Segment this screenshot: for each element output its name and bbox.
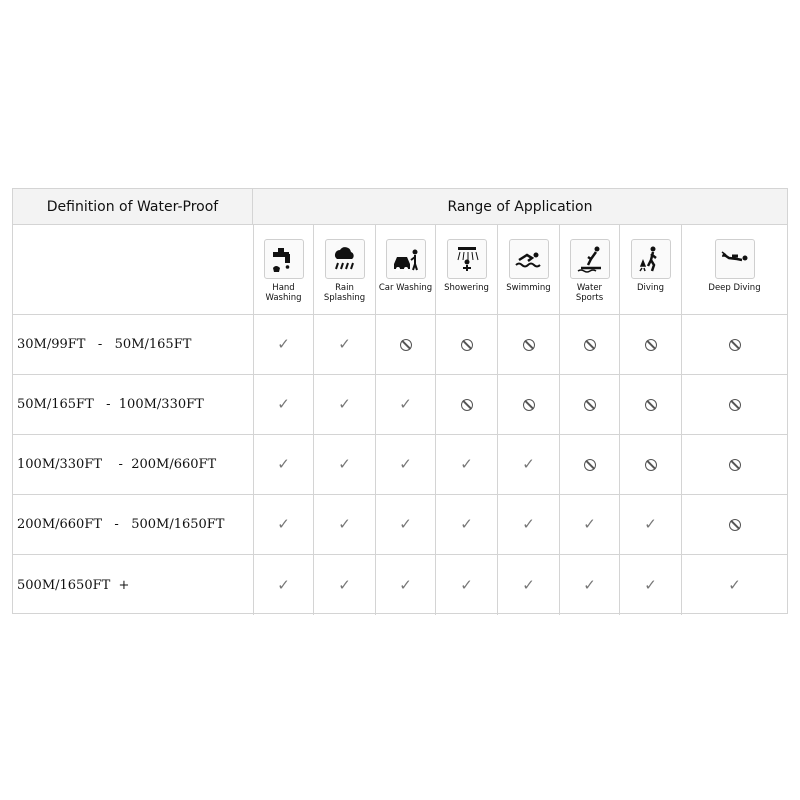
table-cell: [313, 495, 375, 554]
table-cell: [497, 495, 559, 554]
table-cell: [435, 375, 497, 434]
check-icon: ✓: [583, 515, 596, 533]
car-wash-icon: [386, 239, 426, 279]
table-cell: [375, 435, 435, 494]
table-row: [13, 435, 787, 495]
definition-header: Definition of Water-Proof: [13, 189, 253, 225]
activity-label: Swimming: [506, 283, 551, 293]
depth-range-label: 500M/1650FT +: [17, 577, 130, 593]
check-icon: ✓: [399, 455, 412, 473]
table-cell: [559, 375, 619, 434]
check-icon: ✓: [728, 575, 741, 594]
table-cell: [253, 375, 313, 434]
check-icon: ✓: [338, 395, 351, 413]
activity-header-cell: [253, 225, 313, 314]
activity-header-cell: [313, 225, 375, 314]
table-cell: [619, 375, 681, 434]
depth-range-label: 50M/165FT - 100M/330FT: [17, 397, 204, 412]
table-cell: [559, 555, 619, 615]
prohibited-icon: [461, 399, 473, 411]
check-icon: ✓: [277, 335, 290, 353]
check-icon: ✓: [399, 575, 412, 594]
table-cell: [497, 315, 559, 374]
table-cell: [681, 555, 787, 615]
prohibited-icon: [729, 519, 741, 531]
activity-header-cell: [497, 225, 559, 314]
rain-cloud-icon: [325, 239, 365, 279]
prohibited-icon: [584, 399, 596, 411]
table-cell: [375, 555, 435, 615]
table-cell: [559, 315, 619, 374]
table-cell: [681, 495, 787, 554]
check-icon: ✓: [522, 575, 535, 594]
prohibited-icon: [729, 399, 741, 411]
deep-diver-icon: [715, 239, 755, 279]
swimmer-icon: [509, 239, 549, 279]
activity-header-cell: [435, 225, 497, 314]
check-icon: ✓: [338, 335, 351, 353]
water-sports-icon: [570, 239, 610, 279]
prohibited-icon: [400, 339, 412, 351]
activity-label: Deep Diving: [708, 283, 761, 293]
activity-header-cell: [559, 225, 619, 314]
table-cell: [559, 495, 619, 554]
table-cell: [497, 375, 559, 434]
table-header-row: [13, 189, 787, 225]
check-icon: ✓: [644, 515, 657, 533]
activity-label: Diving: [636, 283, 665, 293]
check-icon: ✓: [277, 515, 290, 533]
faucet-hand-icon: [264, 239, 304, 279]
check-icon: ✓: [338, 515, 351, 533]
depth-range-label: 100M/330FT - 200M/660FT: [17, 457, 217, 472]
check-icon: ✓: [460, 575, 473, 594]
table-cell: [313, 315, 375, 374]
activity-label: Showering: [444, 283, 489, 293]
table-cell: [375, 315, 435, 374]
prohibited-icon: [645, 339, 657, 351]
table-cell: [619, 435, 681, 494]
prohibited-icon: [729, 339, 741, 351]
table-cell: [313, 555, 375, 615]
activity-header-cell: [619, 225, 681, 314]
table-cell: [681, 375, 787, 434]
table-cell: [253, 435, 313, 494]
icon-row-blank-cell: [13, 225, 253, 314]
table-cell: [619, 315, 681, 374]
shower-icon: [447, 239, 487, 279]
table-cell: [313, 435, 375, 494]
depth-range-label: 200M/660FT - 500M/1650FT: [17, 517, 225, 532]
check-icon: ✓: [277, 455, 290, 473]
activity-header-cell: [681, 225, 787, 314]
check-icon: ✓: [644, 575, 657, 594]
activity-header-cell: [375, 225, 435, 314]
check-icon: ✓: [460, 515, 473, 533]
prohibited-icon: [584, 339, 596, 351]
table-cell: [253, 555, 313, 615]
table-row: [13, 375, 787, 435]
prohibited-icon: [461, 339, 473, 351]
table-cell: [497, 555, 559, 615]
table-cell: [375, 495, 435, 554]
check-icon: ✓: [338, 575, 351, 594]
check-icon: ✓: [399, 395, 412, 413]
table-cell: [619, 555, 681, 615]
table-cell: [435, 555, 497, 615]
table-cell: [619, 495, 681, 554]
prohibited-icon: [645, 459, 657, 471]
activity-icon-row: [13, 225, 787, 315]
table-cell: [497, 435, 559, 494]
range-of-application-header: Range of Application: [447, 199, 593, 215]
check-icon: ✓: [277, 575, 290, 594]
prohibited-icon: [523, 399, 535, 411]
activity-label: Water Sports: [575, 283, 604, 303]
check-icon: ✓: [277, 395, 290, 413]
prohibited-icon: [729, 459, 741, 471]
table-row: [13, 315, 787, 375]
activity-label: Rain Splashing: [323, 283, 366, 303]
table-row: [13, 495, 787, 555]
table-cell: [253, 495, 313, 554]
check-icon: ✓: [583, 575, 596, 594]
table-row: [13, 555, 787, 615]
table-cell: [435, 315, 497, 374]
table-cell: [559, 435, 619, 494]
table-cell: [681, 435, 787, 494]
activity-label: Car Washing: [378, 283, 433, 293]
check-icon: ✓: [522, 455, 535, 473]
check-icon: ✓: [522, 515, 535, 533]
prohibited-icon: [523, 339, 535, 351]
check-icon: ✓: [399, 515, 412, 533]
diver-icon: [631, 239, 671, 279]
table-cell: [253, 315, 313, 374]
check-icon: ✓: [460, 455, 473, 473]
prohibited-icon: [584, 459, 596, 471]
table-cell: [681, 315, 787, 374]
prohibited-icon: [645, 399, 657, 411]
activity-label: Hand Washing: [265, 283, 302, 303]
water-resistance-table: [12, 188, 788, 614]
table-cell: [435, 495, 497, 554]
table-cell: [375, 375, 435, 434]
depth-range-label: 30M/99FT - 50M/165FT: [17, 337, 192, 352]
table-cell: [313, 375, 375, 434]
table-cell: [435, 435, 497, 494]
check-icon: ✓: [338, 455, 351, 473]
